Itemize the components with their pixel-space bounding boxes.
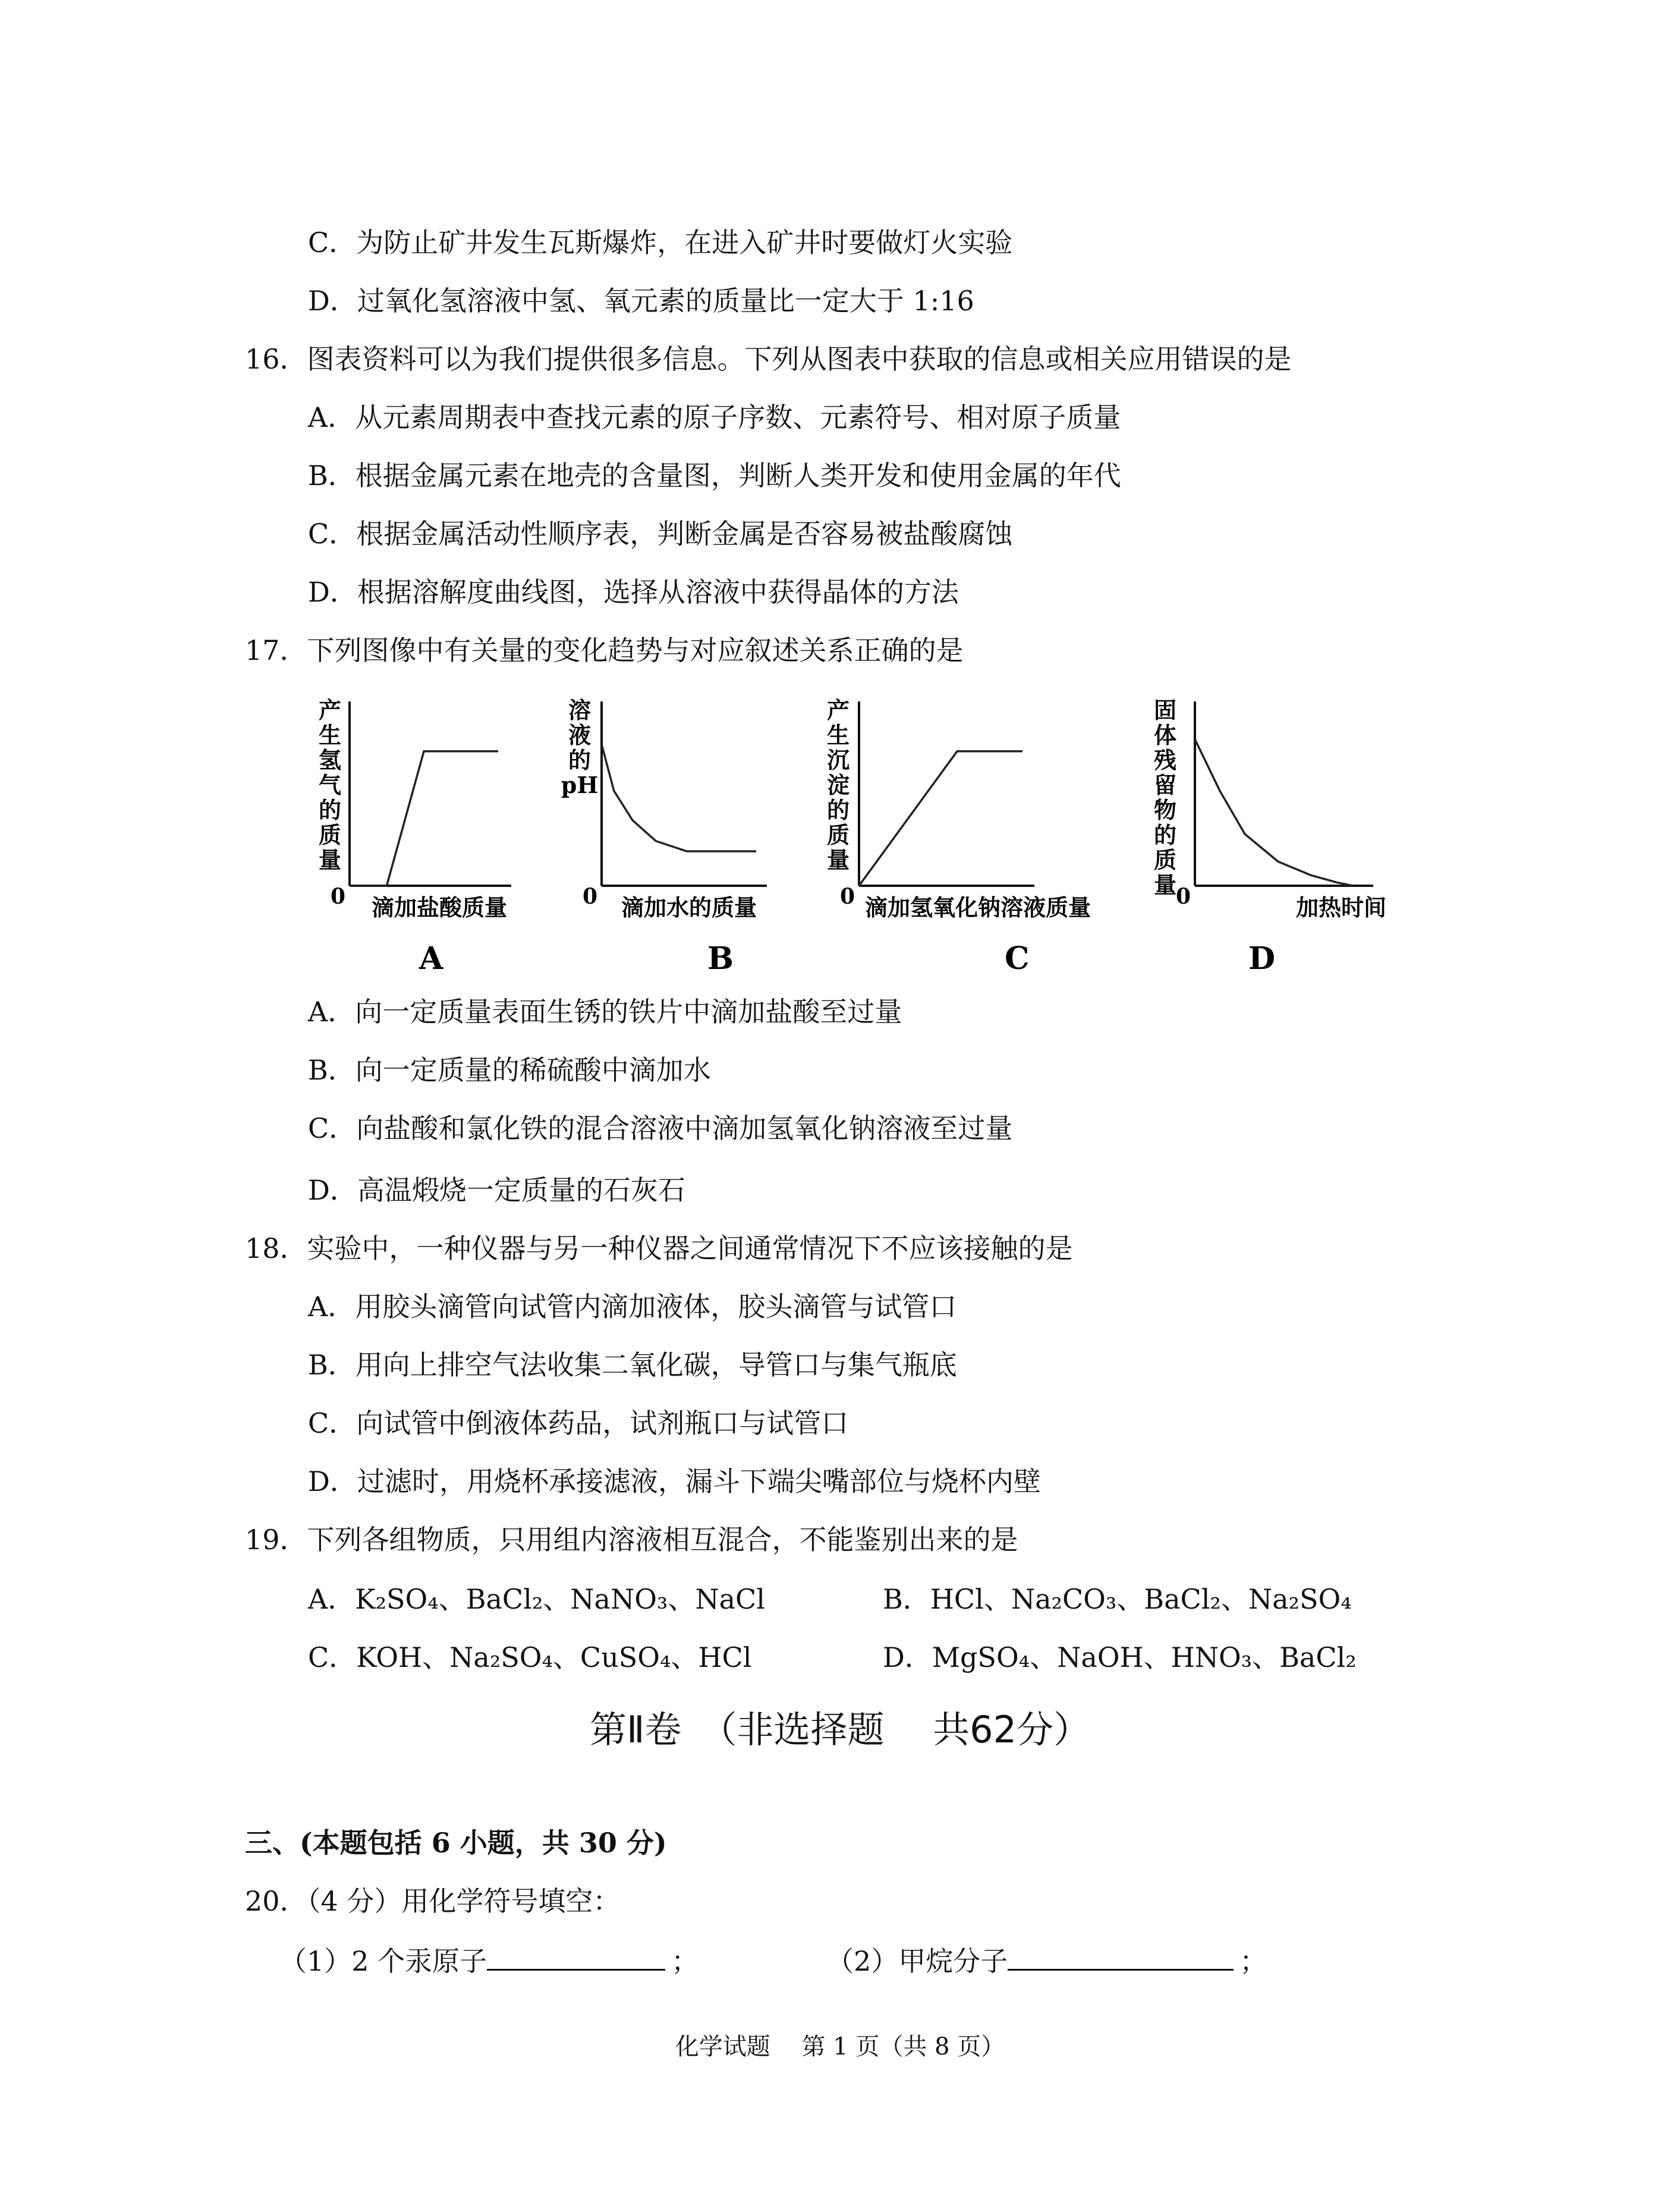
chart-d-origin-label: 0 (1176, 884, 1191, 909)
chart-c-ylabel-char: 生 (826, 722, 850, 748)
q17-option-b: B．向一定质量的稀硫酸中滴加水 (308, 1054, 711, 1086)
q16-option-d: D．根据溶解度曲线图，选择从溶液中获得晶体的方法 (308, 576, 959, 608)
chart-d-ylabel-char: 残 (1153, 747, 1177, 773)
q20-item-2-end: ； (1239, 1945, 1267, 1977)
q20-item-1-end: ； (671, 1945, 699, 1977)
chart-c-ylabel-char: 沉 (826, 747, 850, 773)
q20-item-1 (279, 1942, 699, 1979)
chart-d-ylabel-char: 质 (1153, 847, 1177, 873)
q17-stem: 17．下列图像中有关量的变化趋势与对应叙述关系正确的是 (245, 634, 964, 666)
q16-option-c: C．根据金属活动性顺序表，判断金属是否容易被盐酸腐蚀 (308, 518, 1013, 550)
chart-a-origin-label: 0 (331, 884, 346, 909)
chart-c-ylabel-char: 质 (826, 822, 850, 848)
q15-option-d: D．过氧化氢溶液中氢、氧元素的质量比一定大于 1:16 (308, 285, 974, 317)
chart-d-xlabel: 加热时间 (1296, 894, 1387, 921)
q20-stem: 20．（4 分）用化学符号填空： (245, 1885, 621, 1917)
chart-a-ylabel-char: 氢 (318, 747, 342, 773)
q19-option-c: C．KOH、Na₂SO₄、CuSO₄、HCl (308, 1641, 752, 1673)
answer-blank-1[interactable] (487, 1942, 665, 1971)
chart-b-xlabel: 滴加水的质量 (621, 894, 757, 921)
q20-item-2 (826, 1942, 1267, 1979)
chart-b-origin-label: 0 (583, 884, 598, 909)
chart-b-ylabel-char: pH (561, 772, 599, 798)
chart-a-ylabel-char: 产 (318, 697, 342, 723)
answer-blank-2[interactable] (1008, 1942, 1234, 1971)
chart-c-series-line (859, 751, 1023, 886)
part-heading: 三、(本题包括 6 小题，共 30 分) (245, 1827, 667, 1859)
chart-d-ylabel-char: 固 (1153, 697, 1177, 723)
q18-stem: 18．实验中，一种仪器与另一种仪器之间通常情况下不应该接触的是 (245, 1232, 1073, 1264)
q20-item-1-text: （1）2 个汞原子 (279, 1945, 487, 1977)
chart-c-ylabel-char: 产 (826, 697, 850, 723)
chart-a-xlabel: 滴加盐酸质量 (372, 894, 508, 921)
chart-c-ylabel-char: 的 (826, 797, 850, 823)
q15-option-c: C．为防止矿井发生瓦斯爆炸，在进入矿井时要做灯火实验 (308, 226, 1013, 259)
chart-a-ylabel-char: 的 (318, 797, 342, 823)
q17-option-c: C．向盐酸和氯化铁的混合溶液中滴加氢氧化钠溶液至过量 (308, 1112, 1013, 1144)
q17-graphs-svg (0, 0, 1680, 994)
chart-d-ylabel-char: 留 (1153, 772, 1177, 798)
chart-a-series-line (350, 751, 498, 886)
q16-stem: 16．图表资料可以为我们提供很多信息。下列从图表中获取的信息或相关应用错误的是 (245, 343, 1292, 375)
chart-a-panel-label: A (419, 940, 443, 977)
q16-option-b: B．根据金属元素在地壳的含量图，判断人类开发和使用金属的年代 (308, 460, 1121, 492)
chart-d-ylabel-char: 物 (1153, 797, 1177, 823)
chart-d-ylabel-char: 体 (1153, 722, 1177, 748)
chart-c-ylabel-char: 淀 (826, 772, 850, 798)
q19-option-d: D．MgSO₄、NaOH、HNO₃、BaCl₂ (883, 1641, 1357, 1673)
chart-d-ylabel-char: 的 (1153, 822, 1177, 848)
q18-option-c: C．向试管中倒液体药品，试剂瓶口与试管口 (308, 1407, 849, 1439)
chart-d-ylabel-char: 量 (1153, 871, 1177, 898)
chart-a-ylabel-char: 量 (318, 847, 342, 873)
q17-option-a: A．向一定质量表面生锈的铁片中滴加盐酸至过量 (308, 996, 902, 1028)
section-title: 第Ⅱ卷 （非选择题 共62分） (589, 1708, 1091, 1751)
q19-stem: 19．下列各组物质，只用组内溶液相互混合，不能鉴别出来的是 (245, 1524, 1018, 1556)
q18-option-a: A．用胶头滴管向试管内滴加液体，胶头滴管与试管口 (308, 1291, 957, 1323)
q17-option-d: D．高温煅烧一定质量的石灰石 (308, 1174, 685, 1206)
q18-option-b: B．用向上排空气法收集二氧化碳，导管口与集气瓶底 (308, 1349, 957, 1381)
q19-option-b: B．HCl、Na₂CO₃、BaCl₂、Na₂SO₄ (883, 1583, 1352, 1615)
chart-c-origin-label: 0 (840, 884, 855, 909)
chart-c-xlabel: 滴加氢氧化钠溶液质量 (865, 894, 1091, 921)
chart-b-series-line (602, 744, 756, 851)
page-footer: 化学试题 第 1 页（共 8 页） (675, 2033, 1005, 2060)
chart-c-panel-label: C (1005, 940, 1030, 977)
chart-b-ylabel-char: 液 (568, 722, 592, 748)
chart-d-series-line (1195, 740, 1353, 886)
chart-b-ylabel-char: 溶 (568, 697, 592, 723)
chart-a-ylabel-char: 气 (318, 772, 342, 798)
q16-option-a: A．从元素周期表中查找元素的原子序数、元素符号、相对原子质量 (308, 401, 1121, 433)
q20-item-2-text: （2）甲烷分子 (826, 1945, 1008, 1977)
chart-d-panel-label: D (1248, 940, 1276, 977)
chart-a-ylabel-char: 生 (318, 722, 342, 748)
chart-c-ylabel-char: 量 (826, 847, 850, 873)
chart-b-ylabel-char: 的 (568, 747, 592, 773)
q18-option-d: D．过滤时，用烧杯承接滤液，漏斗下端尖嘴部位与烧杯内壁 (308, 1465, 1041, 1497)
chart-a-ylabel-char: 质 (318, 822, 342, 848)
chart-b-panel-label: B (707, 940, 734, 977)
q19-option-a: A．K₂SO₄、BaCl₂、NaNO₃、NaCl (308, 1583, 765, 1615)
